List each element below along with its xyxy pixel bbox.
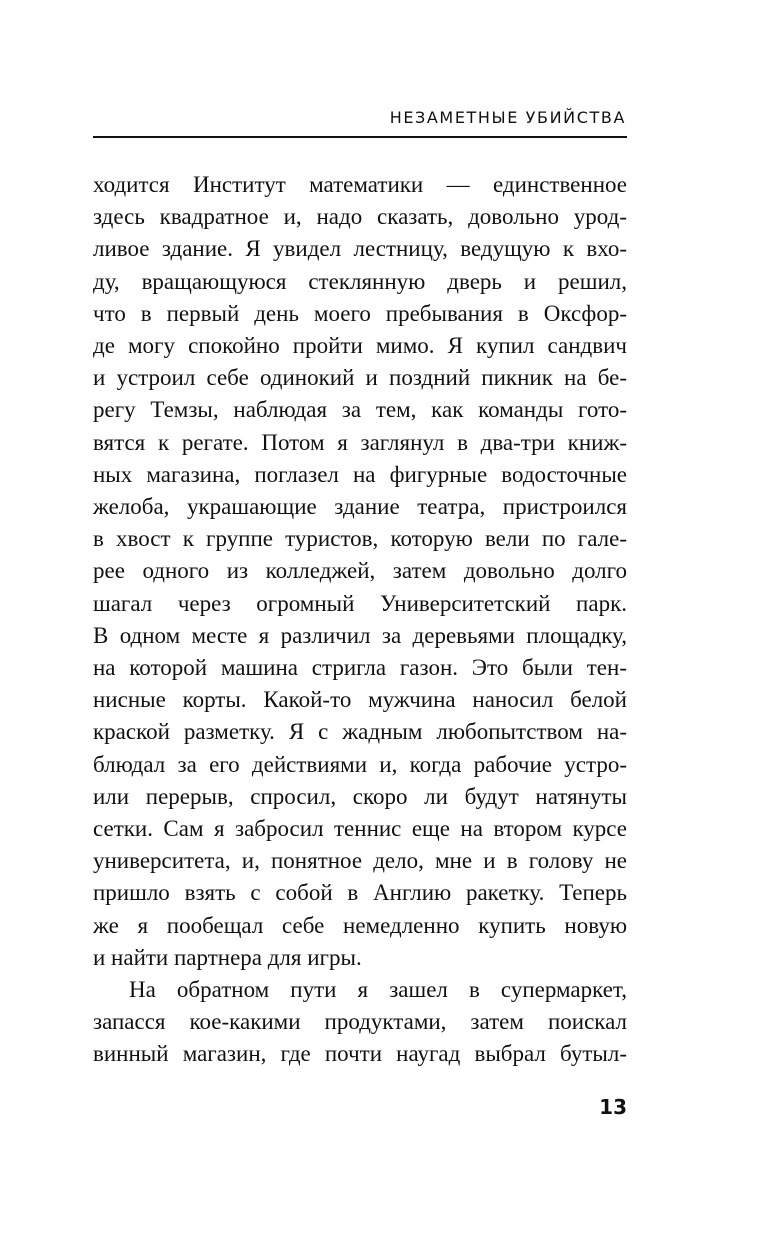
text-line: запасся кое-какими продуктами, затем поискал [93,1009,627,1035]
text-line: краской разметку. Я с жадным любопытством на- [93,719,627,745]
text-line: вятся к регате. Потом я заглянул в два-три книж- [93,429,627,455]
paragraph-1 [93,169,627,974]
text-line: сетки. Сам я забросил теннис еще на втором курсе [93,816,627,842]
text-line: де могу спокойно пройти мимо. Я купил сандвич [93,333,627,359]
text-line: регу Темзы, наблюдая за тем, как команды гото- [93,397,627,423]
text-line: винный магазин, где почти наугад выбрал бутыл- [93,1041,627,1067]
text-line: желоба, украшающие здание театра, пристроился [93,494,627,520]
text-line: что в первый день моего пребывания в Оксфор- [93,300,627,326]
text-line: и устроил себе одинокий и поздний пикник на бе- [93,365,627,391]
text-line: На обратном пути я зашел в супермаркет, [129,977,627,1003]
text-line: ных магазина, поглазел на фигурные водосточные [93,461,627,487]
text-line: в хвост к группе туристов, которую вели по гале- [93,526,627,552]
text-line: шагал через огромный Университетский парк. [93,590,627,616]
body-text [93,169,627,1071]
text-line: блюдал за его действиями и, когда рабочие устро- [93,751,627,777]
text-line: же я пообещал себе немедленно купить новую [93,912,627,938]
text-line: ливое здание. Я увидел лестницу, ведущую к вхо- [93,236,627,262]
text-line: или перерыв, спросил, скоро ли будут натянуты [93,783,627,809]
running-header: НЕЗАМЕТНЫЕ УБИЙСТВА [389,108,626,127]
text-line: пришло взять с собой в Англию ракетку. Теперь [93,880,627,906]
text-line: нисные корты. Какой-то мужчина наносил белой [93,687,627,713]
text-line: ходится Институт математики — единственное [93,172,627,197]
text-line: и найти партнера для игры. [93,944,362,970]
text-line: В одном месте я различил за деревьями площадку, [93,622,627,648]
paragraph-2 [93,974,627,1071]
text-line: ду, вращающуюся стеклянную дверь и решил, [93,268,627,294]
header-rule [93,136,627,138]
text-line: на которой машина стригла газон. Это были тен- [93,655,627,681]
page-number: 13 [599,1095,627,1119]
text-line: университета, и, понятное дело, мне и в голову не [93,848,627,874]
text-line: здесь квадратное и, надо сказать, довольно урод- [93,204,627,230]
text-line: рее одного из колледжей, затем довольно долго [93,558,627,584]
